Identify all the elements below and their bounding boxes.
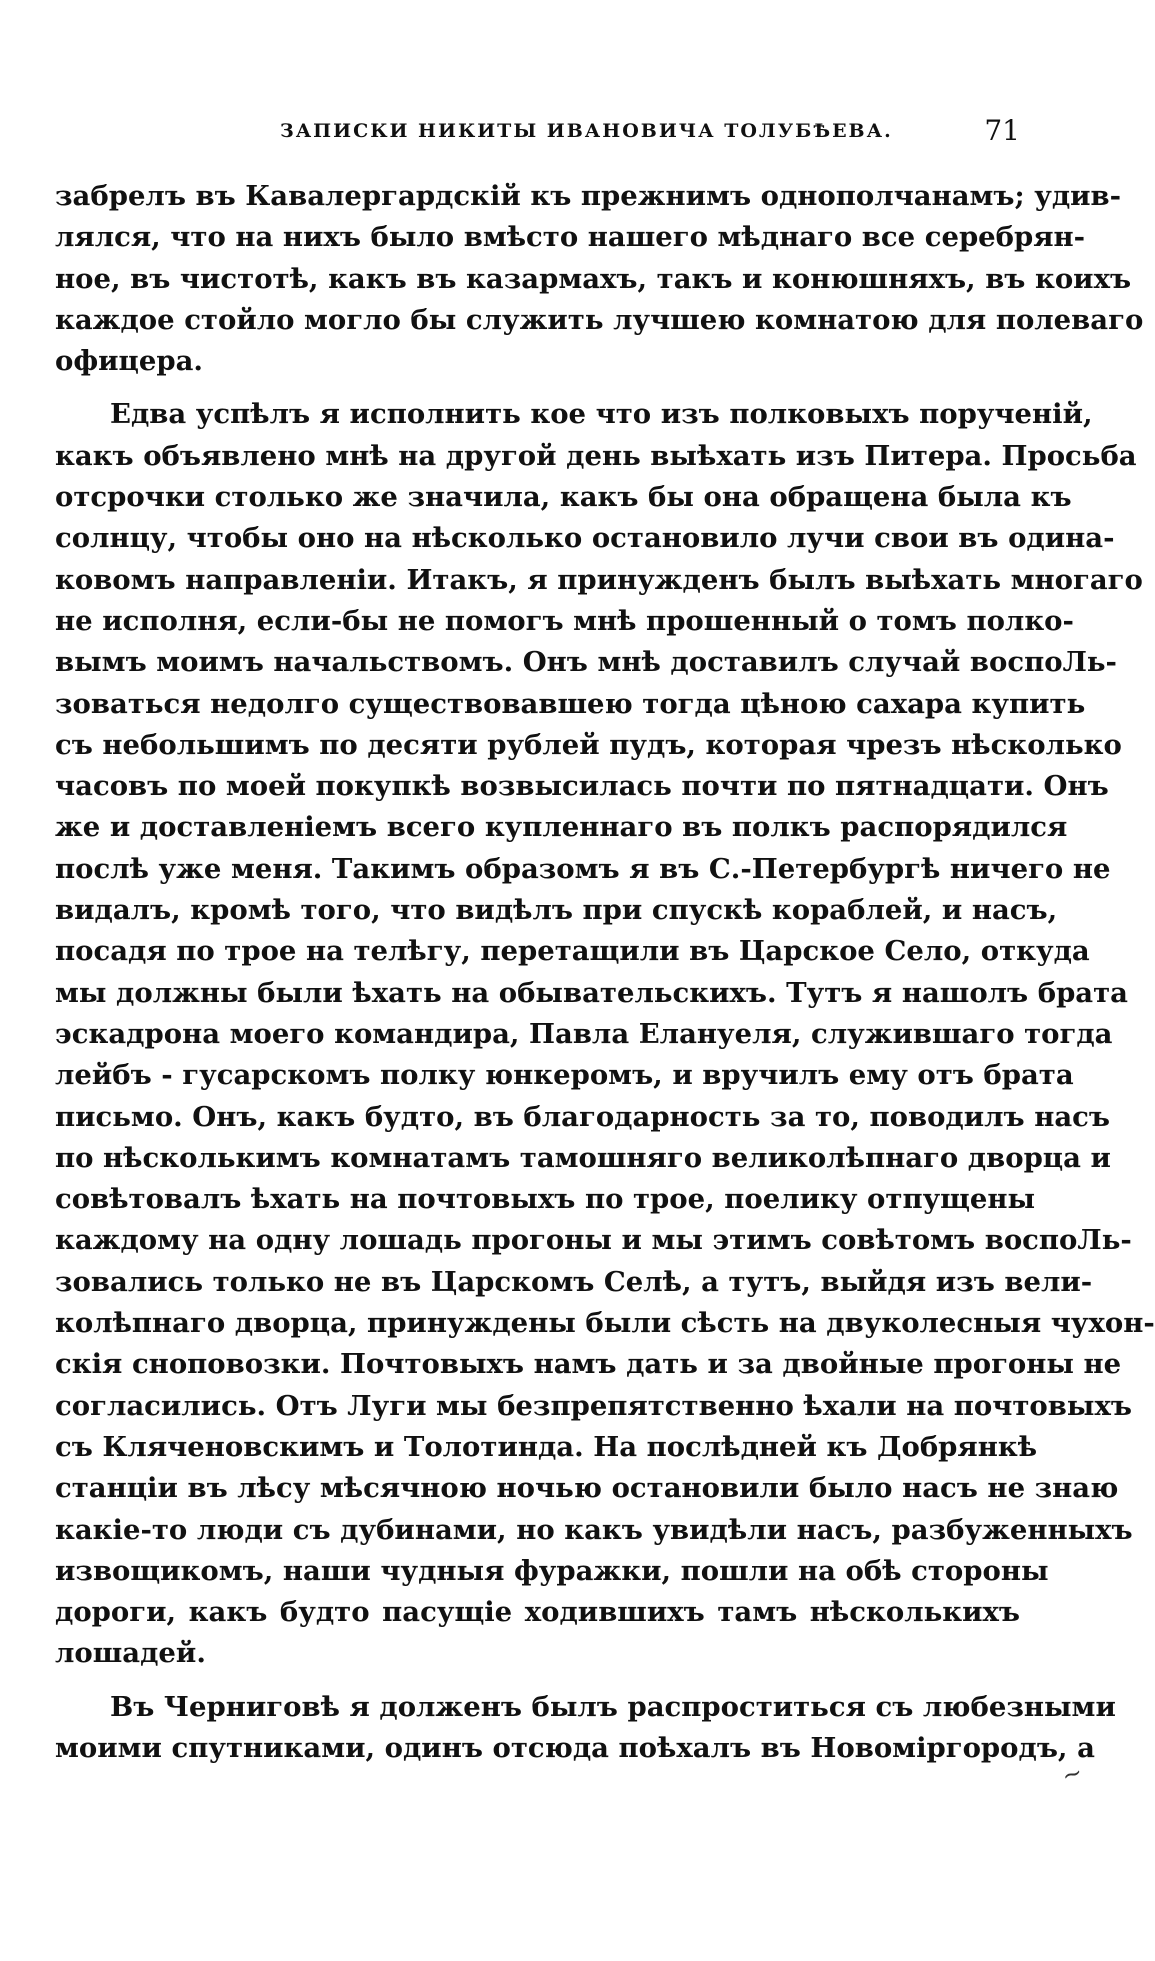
running-head [55, 114, 1020, 158]
text-line: офицера. [55, 345, 203, 378]
text-line: извощикомъ, наши чудныя фуражки, пошли на обѣ стороны [55, 1554, 1049, 1587]
page-number: 71 [984, 114, 1020, 147]
text-line: зоваться недолго существовавшею тогда цѣною сахара купить [55, 687, 1086, 720]
text-line: часовъ по моей покупкѣ возвысилась почти по пятнадцати. Онъ [55, 770, 1109, 803]
text-line: дороги, какъ будто пасущіе ходившихъ тамъ нѣсколькихъ [55, 1596, 1020, 1629]
text-line: каждое стойло могло бы служить лучшею комнатою для полеваго [55, 303, 1144, 336]
text-line: письмо. Онъ, какъ будто, въ благодарность за то, поводилъ насъ [55, 1100, 1111, 1133]
text-line: моими спутниками, одинъ отсюда поѣхалъ въ Новоміргородъ, а [55, 1731, 1095, 1764]
text-line: какіе-то люди съ дубинами, но какъ увидѣли насъ, разбуженныхъ [55, 1513, 1133, 1546]
text-line: совѣтовалъ ѣхать на почтовыхъ по трое, поелику отпущены [55, 1183, 1036, 1216]
text-line: какъ объявлено мнѣ на другой день выѣхать изъ Питера. Просьба [55, 439, 1137, 472]
text-line: зовались только не въ Царскомъ Селѣ, а тутъ, выйдя изъ вели- [55, 1265, 1093, 1298]
text-line: съ Кляченовскимъ и Толотинда. На послѣдней къ Добрянкѣ [55, 1430, 1038, 1463]
text-line: лейбъ - гусарскомъ полку юнкеромъ, и вручилъ ему отъ брата [55, 1059, 1074, 1092]
text-line: ковомъ направленіи. Итакъ, я принужденъ былъ выѣхать многаго [55, 563, 1143, 596]
text-line: лялся, что на нихъ было вмѣсто нашего мѣднаго все серебрян- [55, 221, 1086, 254]
text-line: скія сноповозки. Почтовыхъ намъ дать и за двойные прогоны не [55, 1348, 1122, 1381]
text-line: станціи въ лѣсу мѣсячною ночью остановили было насъ не знаю [55, 1472, 1119, 1505]
body-text [55, 176, 1155, 1769]
text-line: солнцу, чтобы оно на нѣсколько остановило лучи свои въ одина- [55, 522, 1115, 555]
text-line: Едва успѣлъ я исполнить кое что изъ полковыхъ порученій, [110, 398, 1093, 431]
text-line: посадя по трое на телѣгу, перетащили въ Царское Село, откуда [55, 935, 1090, 968]
text-line: забрелъ въ Кавалергардскій къ прежнимъ однополчанамъ; удив- [55, 180, 1122, 212]
text-line: вымъ моимъ начальствомъ. Онъ мнѣ доставилъ случай воспоЛь- [55, 646, 1117, 679]
text-line: лошадей. [55, 1637, 206, 1670]
text-line: съ небольшимъ по десяти рублей пудъ, которая чрезъ нѣсколько [55, 728, 1122, 761]
text-line: мы должны были ѣхать на обывательскихъ. Тутъ я нашолъ брата [55, 976, 1128, 1009]
text-line: каждому на одну лошадь прогоны и мы этимъ совѣтомъ воспоЛь- [55, 1224, 1132, 1257]
text-line: видалъ, кромѣ того, что видѣлъ при спускѣ кораблей, и насъ, [55, 894, 1058, 927]
text-line: ное, въ чистотѣ, какъ въ казармахъ, такъ и конюшняхъ, въ коихъ [55, 262, 1132, 295]
paragraph-gap [55, 382, 1020, 394]
text-line: послѣ уже меня. Такимъ образомъ я въ С.-Петербургѣ ничего не [55, 852, 1111, 885]
text-line: по нѣсколькимъ комнатамъ тамошняго великолѣпнаго дворца и [55, 1141, 1111, 1174]
text-line: же и доставленіемъ всего купленнаго въ полкъ распорядился [55, 811, 1068, 844]
margin-ink-mark: ~ [1058, 1757, 1086, 1791]
text-line: эскадрона моего командира, Павла Елануеля, служившаго тогда [55, 1017, 1113, 1050]
text-line: согласились. Отъ Луги мы безпрепятственно ѣхали на почтовыхъ [55, 1389, 1132, 1422]
text-line: Въ Черниговѣ я долженъ былъ распроститься съ любезными [110, 1690, 1116, 1723]
text-line: колѣпнаго дворца, принуждены были сѣсть на двуколесныя чухон- [55, 1307, 1155, 1340]
text-line: не исполня, если-бы не помогъ мнѣ прошенный о томъ полко- [55, 604, 1074, 637]
text-line: отсрочки столько же значила, какъ бы она обращена была къ [55, 481, 1072, 514]
paragraph-gap [55, 1675, 1020, 1687]
running-title: ЗАПИСКИ НИКИТЫ ИВАНОВИЧА ТОЛУБѢЕВА. [280, 120, 893, 142]
